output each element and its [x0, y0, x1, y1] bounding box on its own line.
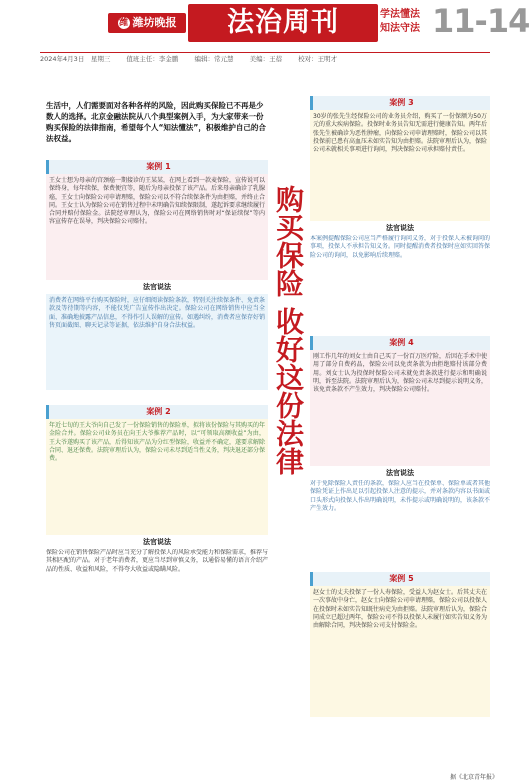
case-4-block [310, 336, 490, 565]
tip-3-text: 本案例提醒保险公司应当严格履行询问义务，对于投保人未被询问的事项，投保人不承担告知义务。同时提醒消费者投保时应如实回答保险公司的询问，以免影响后续理赔。 [310, 235, 490, 259]
newspaper-logo [108, 13, 186, 33]
logo-icon: 潍 [118, 18, 128, 28]
case-4-text: 刚工作几年的刘女士由自己买了一份百万医疗险，后因在手术中使用了部分自费药品，保险公司以免责条款为由拒绝赔付该部分费用。刘女士认为投保时保险公司未就免责条款进行提示和明确说明，诉至法院。法院审理后认为，保险公司未尽到提示说明义务，该免责条款不产生效力，判决保险公司赔付。 [310, 350, 490, 466]
main-title: 购买保险 收好这份法律 [272, 185, 305, 475]
tip-3-title: 法官说法 [386, 224, 414, 232]
proofreader: 校对：王明才 [298, 55, 338, 63]
date: 2024年4月3日 星期三 [40, 55, 111, 63]
case-5-block [310, 572, 490, 717]
tip-1-title: 法官说法 [143, 283, 171, 291]
case-3-block [310, 96, 490, 335]
masthead: 法治周刊 [188, 4, 378, 42]
tip-1-text: 消费者在网络平台购买保险时，应仔细阅读保险条款，特别关注续保条件、免责条款及等待期等内容，不能仅凭广告宣传作出决定。保险公司在网络销售中应当全面、准确地披露产品信息，不得作引人误解的宣传。如遇纠纷，消费者应保存好销售页面截图、聊天记录等证据，依法维护自身合法权益。 [46, 294, 268, 390]
source-credit: 据《北京青年报》 [450, 774, 499, 781]
case-5-text: 赵女士的丈夫投保了一份人寿保险，受益人为赵女士。后其丈夫在一次事故中身亡，赵女士向保险公司申请理赔，保险公司以投保人在投保时未如实告知既往病史为由拒赔。法院审理后认为，保险合同成立已超过两年，保险公司不得以投保人未履行如实告知义务为由解除合同，判决保险公司支付保险金。 [310, 586, 490, 717]
info-bar [40, 52, 490, 65]
slogan: 学法懂法知法守法 [380, 9, 420, 34]
case-2-block [46, 405, 268, 749]
page-range: 11-14 [432, 2, 530, 40]
case-5-header: 案例 5 [310, 572, 490, 586]
duty-editor: 值班主任：李金鹏 [126, 55, 179, 63]
case-2-header: 案例 2 [46, 405, 268, 419]
page-banner [0, 0, 530, 56]
case-1-header: 案例 1 [46, 160, 268, 174]
case-3-header: 案例 3 [310, 96, 490, 110]
editor: 编辑：常元慧 [194, 55, 234, 63]
tip-4-title: 法官说法 [386, 469, 414, 477]
designer: 美编：王蓓 [249, 55, 283, 63]
case-2-text: 年近七旬的王大爷向自己发了一份保险销售的保险单，拟将该份保险与其购买的年金险合并。保险公司业务员在向王大爷推荐产品时，以“可领取高额收益”为由，王大爷遂购买了该产品，后得知该产品为分红型保险，收益并不确定，遂要求解除合同、退还保费。法院审理后认为，保险公司未尽到适当性义务，判决退还部分保费。 [46, 419, 268, 535]
case-1-block [46, 160, 268, 390]
tip-2-title: 法官说法 [143, 538, 171, 546]
case-4-header: 案例 4 [310, 336, 490, 350]
tip-4-text: 对于免除保险人责任的条款，保险人应当在投保单、保险单或者其他保险凭证上作出足以引起投保人注意的提示，并对条款内容以书面或口头形式向投保人作出明确说明，未作提示或明确说明的，该条款不产生效力。 [310, 480, 490, 512]
logo-text: 潍坊晚报 [132, 16, 177, 29]
intro-paragraph: 生活中，人们需要面对各种各样的风险，因此购买保险已不再是少数人的选择。北京金融法院从八个典型案例入手，为大家带来一份购买保险的法律指南，希望每个人“知法懂法”，积极维护自己的合法权益。 [46, 101, 266, 143]
tip-2-text: 保险公司在销售保险产品时应当充分了解投保人的风险承受能力和保险需求，推荐与其相匹配的产品。对于老年消费者，更应当尽到审慎义务，以通俗易懂的语言介绍产品的性质、收益和风险，不得夸大收益或隐瞒风险。 [46, 549, 268, 573]
case-3-text: 30岁的张先生经保险公司的业务员介绍，购买了一份保额为50万元的重大疾病保险。投保时业务员告知无需进行健康告知。两年后张先生被确诊为恶性肿瘤，向保险公司申请理赔时，保险公司以其投保前已患有高血压未如实告知为由拒赔。法院审理后认为，保险公司未就相关事项进行询问，判决保险公司承担赔付责任。 [310, 110, 490, 221]
case-1-text: 王女士想为母亲的宫颈癌一期接诊的王某某，在网上看到一款麦保险，宣传说可以保终身，每年续保，保费便宜等，随后为母亲投保了该产品。后来母亲确诊了乳腺癌，王女士向保险公司申请理赔，保险公司以不符合续保条件为由拒赔，并终止合同。王女士认为保险公司在销售过程中未明确告知续保限制，遂起诉要求继续履行合同并赔付保险金。法院经审理认为，保险公司在网络销售时对“保证续保”等内容宣传存在误导，判决保险公司赔付。 [46, 174, 268, 280]
